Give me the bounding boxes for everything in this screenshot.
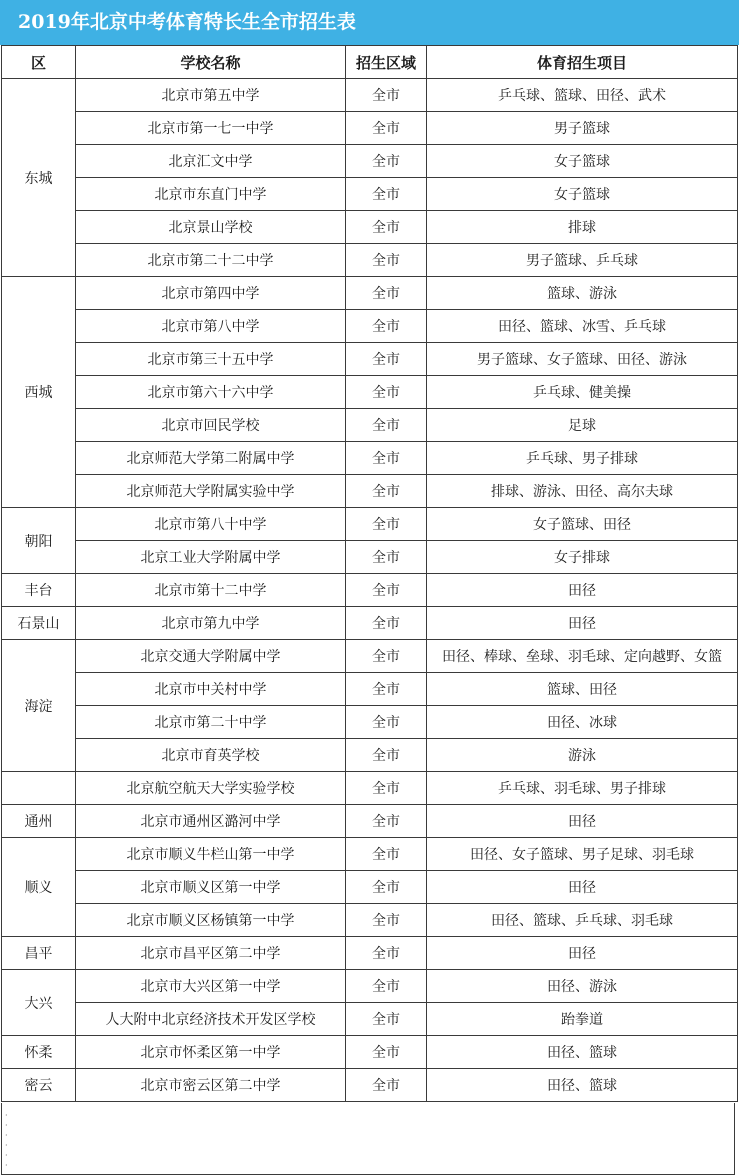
table-row xyxy=(2,871,738,904)
table-row xyxy=(2,772,738,805)
district-cell: 怀柔 xyxy=(2,1036,76,1069)
school-cell: 北京市怀柔区第一中学 xyxy=(76,1036,346,1069)
sports-cell: 女子篮球 xyxy=(427,145,738,178)
school-cell: 北京市第五中学 xyxy=(76,79,346,112)
sports-cell: 乒乓球、男子排球 xyxy=(427,442,738,475)
sports-cell: 田径、篮球 xyxy=(427,1036,738,1069)
table-row xyxy=(2,904,738,937)
admission-table xyxy=(1,45,738,1102)
school-cell: 北京工业大学附属中学 xyxy=(76,541,346,574)
area-cell: 全市 xyxy=(346,772,427,805)
sports-cell: 男子篮球、女子篮球、田径、游泳 xyxy=(427,343,738,376)
table-row xyxy=(2,475,738,508)
school-cell: 北京市顺义区第一中学 xyxy=(76,871,346,904)
table-row xyxy=(2,937,738,970)
sports-cell: 排球 xyxy=(427,211,738,244)
table-row xyxy=(2,805,738,838)
table-row xyxy=(2,1069,738,1102)
district-cell: 通州 xyxy=(2,805,76,838)
header-row xyxy=(2,46,738,79)
header-area: 招生区域 xyxy=(346,46,427,79)
table-row xyxy=(2,79,738,112)
table-row xyxy=(2,541,738,574)
district-cell: 密云 xyxy=(2,1069,76,1102)
sports-cell: 田径、篮球 xyxy=(427,1069,738,1102)
table-row xyxy=(2,508,738,541)
school-cell: 北京市育英学校 xyxy=(76,739,346,772)
table-row xyxy=(2,409,738,442)
header-district: 区 xyxy=(2,46,76,79)
school-cell: 北京市大兴区第一中学 xyxy=(76,970,346,1003)
sports-cell: 田径 xyxy=(427,607,738,640)
district-cell xyxy=(2,772,76,805)
area-cell: 全市 xyxy=(346,376,427,409)
area-cell: 全市 xyxy=(346,871,427,904)
district-cell: 昌平 xyxy=(2,937,76,970)
header-sports: 体育招生项目 xyxy=(427,46,738,79)
area-cell: 全市 xyxy=(346,145,427,178)
area-cell: 全市 xyxy=(346,640,427,673)
area-cell: 全市 xyxy=(346,112,427,145)
school-cell: 北京市中关村中学 xyxy=(76,673,346,706)
school-cell: 北京市第八十中学 xyxy=(76,508,346,541)
area-cell: 全市 xyxy=(346,343,427,376)
table-row xyxy=(2,1036,738,1069)
school-cell: 北京市第六十六中学 xyxy=(76,376,346,409)
school-cell: 北京市第二十二中学 xyxy=(76,244,346,277)
sports-cell: 男子篮球 xyxy=(427,112,738,145)
district-cell: 海淀 xyxy=(2,640,76,772)
school-cell: 北京市第八中学 xyxy=(76,310,346,343)
table-row xyxy=(2,442,738,475)
area-cell: 全市 xyxy=(346,574,427,607)
sports-cell: 女子篮球、田径 xyxy=(427,508,738,541)
sports-cell: 游泳 xyxy=(427,739,738,772)
school-cell: 北京市第二十中学 xyxy=(76,706,346,739)
area-cell: 全市 xyxy=(346,1003,427,1036)
area-cell: 全市 xyxy=(346,508,427,541)
school-cell: 北京汇文中学 xyxy=(76,145,346,178)
area-cell: 全市 xyxy=(346,673,427,706)
school-cell: 北京市第九中学 xyxy=(76,607,346,640)
area-cell: 全市 xyxy=(346,442,427,475)
area-cell: 全市 xyxy=(346,1036,427,1069)
sports-cell: 田径、游泳 xyxy=(427,970,738,1003)
sports-cell: 乒乓球、健美操 xyxy=(427,376,738,409)
sports-cell: 田径、篮球、冰雪、乒乓球 xyxy=(427,310,738,343)
table-row xyxy=(2,706,738,739)
district-cell: 顺义 xyxy=(2,838,76,937)
sports-cell: 田径 xyxy=(427,805,738,838)
school-cell: 北京市顺义区杨镇第一中学 xyxy=(76,904,346,937)
table-row xyxy=(2,211,738,244)
area-cell: 全市 xyxy=(346,475,427,508)
district-cell: 朝阳 xyxy=(2,508,76,574)
table-row xyxy=(2,112,738,145)
sports-cell: 田径、棒球、垒球、羽毛球、定向越野、女篮 xyxy=(427,640,738,673)
school-cell: 北京景山学校 xyxy=(76,211,346,244)
table-row xyxy=(2,244,738,277)
table-row xyxy=(2,838,738,871)
sports-cell: 男子篮球、乒乓球 xyxy=(427,244,738,277)
sports-cell: 乒乓球、羽毛球、男子排球 xyxy=(427,772,738,805)
sports-cell: 田径 xyxy=(427,574,738,607)
table-row xyxy=(2,739,738,772)
sports-cell: 排球、游泳、田径、高尔夫球 xyxy=(427,475,738,508)
school-cell: 北京市密云区第二中学 xyxy=(76,1069,346,1102)
district-cell: 西城 xyxy=(2,277,76,508)
decorative-dots: · · · · · · xyxy=(5,1111,8,1170)
sports-cell: 篮球、田径 xyxy=(427,673,738,706)
area-cell: 全市 xyxy=(346,838,427,871)
area-cell: 全市 xyxy=(346,706,427,739)
table-row xyxy=(2,376,738,409)
table-row xyxy=(2,178,738,211)
sports-cell: 田径、冰球 xyxy=(427,706,738,739)
school-cell: 北京市第十二中学 xyxy=(76,574,346,607)
table-row xyxy=(2,970,738,1003)
area-cell: 全市 xyxy=(346,79,427,112)
district-cell: 丰台 xyxy=(2,574,76,607)
area-cell: 全市 xyxy=(346,541,427,574)
school-cell: 人大附中北京经济技术开发区学校 xyxy=(76,1003,346,1036)
area-cell: 全市 xyxy=(346,937,427,970)
sports-cell: 篮球、游泳 xyxy=(427,277,738,310)
table-row xyxy=(2,310,738,343)
school-cell: 北京航空航天大学实验学校 xyxy=(76,772,346,805)
area-cell: 全市 xyxy=(346,970,427,1003)
school-cell: 北京市昌平区第二中学 xyxy=(76,937,346,970)
table-footer-area xyxy=(1,1103,735,1175)
district-cell: 大兴 xyxy=(2,970,76,1036)
table-row xyxy=(2,673,738,706)
sports-cell: 田径 xyxy=(427,871,738,904)
area-cell: 全市 xyxy=(346,1069,427,1102)
table-row xyxy=(2,640,738,673)
school-cell: 北京市第三十五中学 xyxy=(76,343,346,376)
area-cell: 全市 xyxy=(346,211,427,244)
area-cell: 全市 xyxy=(346,277,427,310)
sports-cell: 跆拳道 xyxy=(427,1003,738,1036)
district-cell: 东城 xyxy=(2,79,76,277)
school-cell: 北京市通州区潞河中学 xyxy=(76,805,346,838)
school-cell: 北京交通大学附属中学 xyxy=(76,640,346,673)
school-cell: 北京市回民学校 xyxy=(76,409,346,442)
school-cell: 北京市第四中学 xyxy=(76,277,346,310)
page-title: 2019年北京中考体育特长生全市招生表 xyxy=(0,0,739,45)
area-cell: 全市 xyxy=(346,244,427,277)
sports-cell: 田径 xyxy=(427,937,738,970)
table-row xyxy=(2,145,738,178)
school-cell: 北京师范大学第二附属中学 xyxy=(76,442,346,475)
header-school: 学校名称 xyxy=(76,46,346,79)
sports-cell: 女子排球 xyxy=(427,541,738,574)
area-cell: 全市 xyxy=(346,178,427,211)
area-cell: 全市 xyxy=(346,409,427,442)
area-cell: 全市 xyxy=(346,739,427,772)
sports-cell: 女子篮球 xyxy=(427,178,738,211)
area-cell: 全市 xyxy=(346,607,427,640)
area-cell: 全市 xyxy=(346,805,427,838)
table-row xyxy=(2,277,738,310)
sports-cell: 足球 xyxy=(427,409,738,442)
school-cell: 北京师范大学附属实验中学 xyxy=(76,475,346,508)
table-row xyxy=(2,1003,738,1036)
table-row xyxy=(2,607,738,640)
area-cell: 全市 xyxy=(346,310,427,343)
sports-cell: 乒乓球、篮球、田径、武术 xyxy=(427,79,738,112)
sports-cell: 田径、篮球、乒乓球、羽毛球 xyxy=(427,904,738,937)
school-cell: 北京市东直门中学 xyxy=(76,178,346,211)
area-cell: 全市 xyxy=(346,904,427,937)
sports-cell: 田径、女子篮球、男子足球、羽毛球 xyxy=(427,838,738,871)
table-header xyxy=(2,46,738,79)
table-row xyxy=(2,574,738,607)
table-body xyxy=(2,79,738,1102)
school-cell: 北京市第一七一中学 xyxy=(76,112,346,145)
district-cell: 石景山 xyxy=(2,607,76,640)
table-row xyxy=(2,343,738,376)
school-cell: 北京市顺义牛栏山第一中学 xyxy=(76,838,346,871)
